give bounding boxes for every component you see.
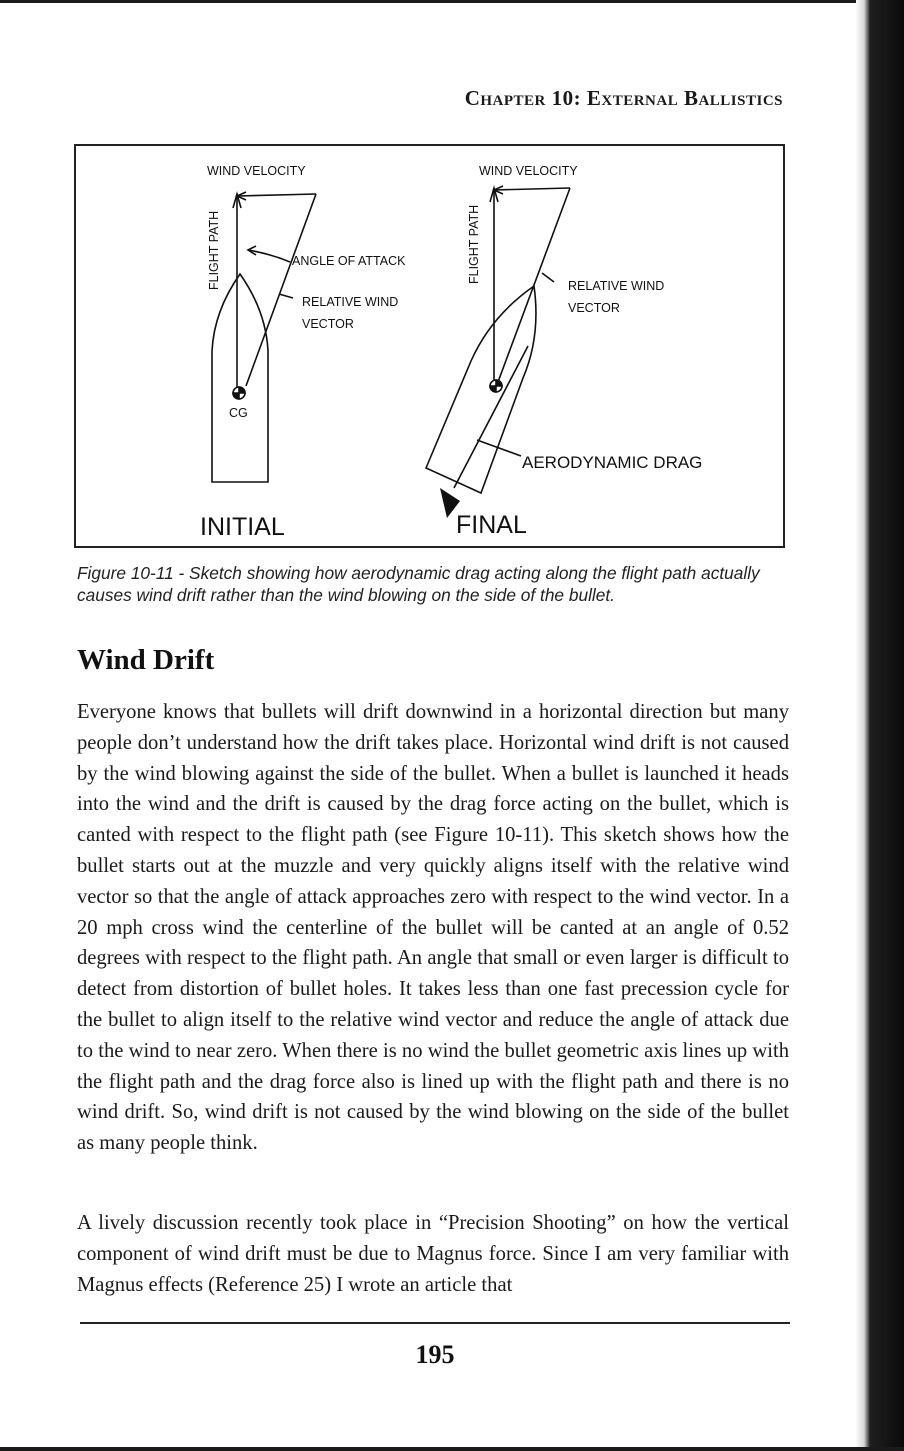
final-relative-wind-label: RELATIVE WIND xyxy=(568,279,665,293)
wind-drift-diagram xyxy=(76,146,783,546)
initial-relative-wind-label: RELATIVE WIND xyxy=(302,295,399,309)
initial-relative-wind-vector xyxy=(246,194,316,386)
final-title: FINAL xyxy=(456,511,527,539)
figure-10-11 xyxy=(74,144,785,548)
cg-label: CG xyxy=(229,406,248,420)
final-bullet-outline xyxy=(426,286,536,493)
initial-wind-velocity-label: WIND VELOCITY xyxy=(207,164,306,178)
aerodynamic-drag-label: AERODYNAMIC DRAG xyxy=(522,453,703,472)
page-binding-shadow xyxy=(856,0,904,1451)
figure-caption: Figure 10-11 - Sketch showing how aerodynamic drag acting along the flight path actually causes wind drift rather than the wind blowing on the side of the bullet. xyxy=(77,563,760,605)
final-wind-velocity-arrow xyxy=(494,188,570,190)
angle-of-attack-arc xyxy=(248,250,290,262)
initial-wind-velocity-arrow xyxy=(237,194,316,196)
footer-rule xyxy=(80,1322,790,1324)
final-diagram xyxy=(426,186,570,493)
final-vector-label: VECTOR xyxy=(568,301,620,315)
body-paragraph-1: Everyone knows that bullets will drift downwind in a horizontal direction but many people don’t understand how the drift takes place. Horizontal wind drift is not caused by the wind blowing against the side of the bullet. When a bullet is launched it heads into the wind and the drift is caused by the drag force acting on the bullet, which is canted with respect to the flight path (see Figure 10-11). This sketch shows how the bullet starts out at the muzzle and very quickly aligns itself with the relative wind vector so that the angle of attack approaches zero with respect to the wind vector. In a 20 mph cross wind the centerline of the bullet will be canted at an angle of 0.52 degrees with respect to the flight path. An angle that small or even larger is difficult to detect from distortion of bullet holes. It takes less than one fast precession cycle for the bullet to align itself to the relative wind vector and reduce the angle of attack due to the wind to near zero. When there is no wind the bullet geometric axis lines up with the flight path and the drag force also is lined up with the flight path and there is no wind drift. So, wind drift is not caused by the wind blowing on the side of the bullet as many people think. xyxy=(77,701,789,1155)
body-paragraph-2: A lively discussion recently took place in “Precision Shooting” on how the vertical component of wind drift must be due to Magnus force. Since I am very familiar with Magnus effects (Reference 25) I wrote an article that xyxy=(77,1212,789,1296)
final-wind-velocity-label: WIND VELOCITY xyxy=(479,164,578,178)
page-bottom-edge xyxy=(0,1447,904,1451)
final-flight-path-label: FLIGHT PATH xyxy=(467,204,481,284)
section-title: Wind Drift xyxy=(77,644,215,676)
page-number: 195 xyxy=(415,1340,455,1369)
initial-bullet-outline xyxy=(212,274,268,482)
angle-of-attack-label: ANGLE OF ATTACK xyxy=(292,254,406,268)
initial-title: INITIAL xyxy=(200,513,285,541)
final-relative-wind-vector xyxy=(498,188,570,382)
initial-vector-label: VECTOR xyxy=(302,317,354,331)
running-head: Chapter 10: External Ballistics xyxy=(464,86,783,110)
initial-diagram xyxy=(212,192,316,482)
initial-flight-path-label: FLIGHT PATH xyxy=(207,210,221,290)
page-top-edge xyxy=(0,0,904,3)
